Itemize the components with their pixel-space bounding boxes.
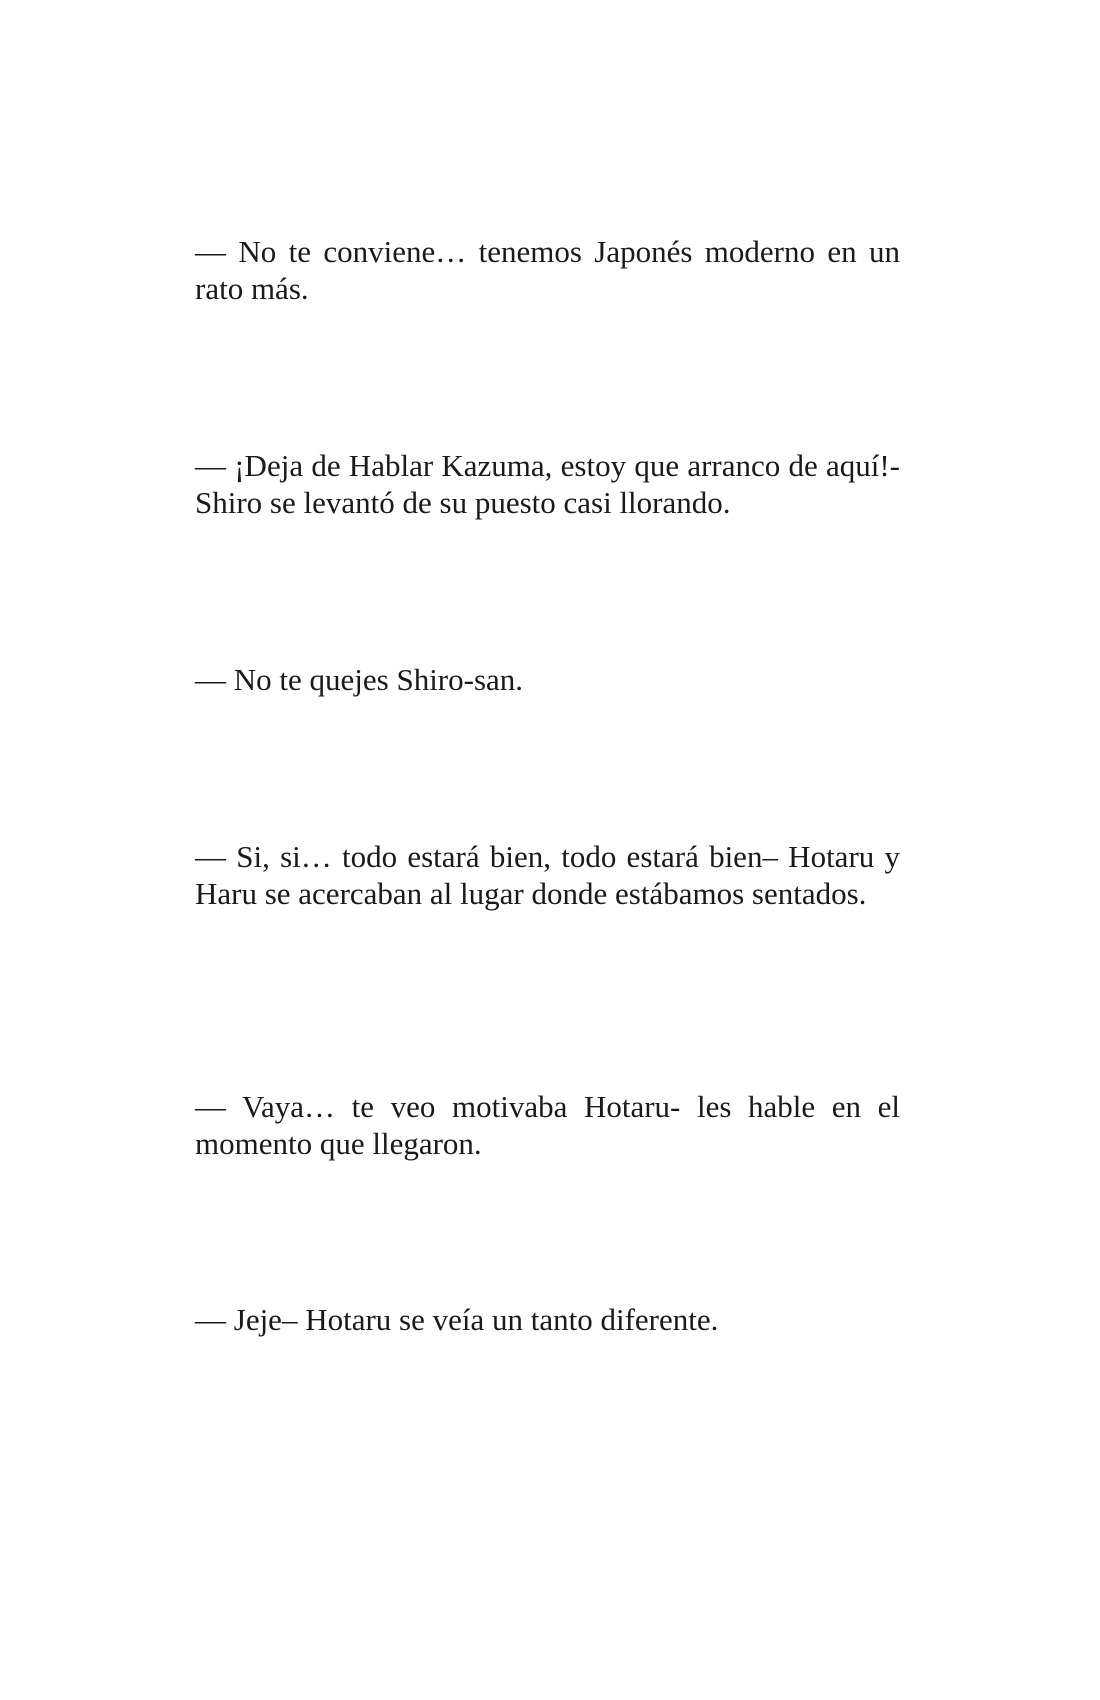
dialogue-paragraph: — Vaya… te veo motivaba Hotaru- les hable en el momento que llegaron. <box>195 1089 900 1161</box>
dialogue-paragraph: — No te quejes Shiro-san. <box>195 662 524 697</box>
dialogue-paragraph: — Jeje– Hotaru se veía un tanto diferente. <box>195 1302 719 1337</box>
dialogue-paragraph: — ¡Deja de Hablar Kazuma, estoy que arranco de aquí!- Shiro se levantó de su puesto casi llorando. <box>195 448 900 520</box>
dialogue-paragraph: — Si, si… todo estará bien, todo estará bien– Hotaru y Haru se acercaban al lugar donde estábamos sentados. <box>195 839 900 911</box>
dialogue-paragraph: — No te conviene… tenemos Japonés moderno en un rato más. <box>195 234 900 306</box>
